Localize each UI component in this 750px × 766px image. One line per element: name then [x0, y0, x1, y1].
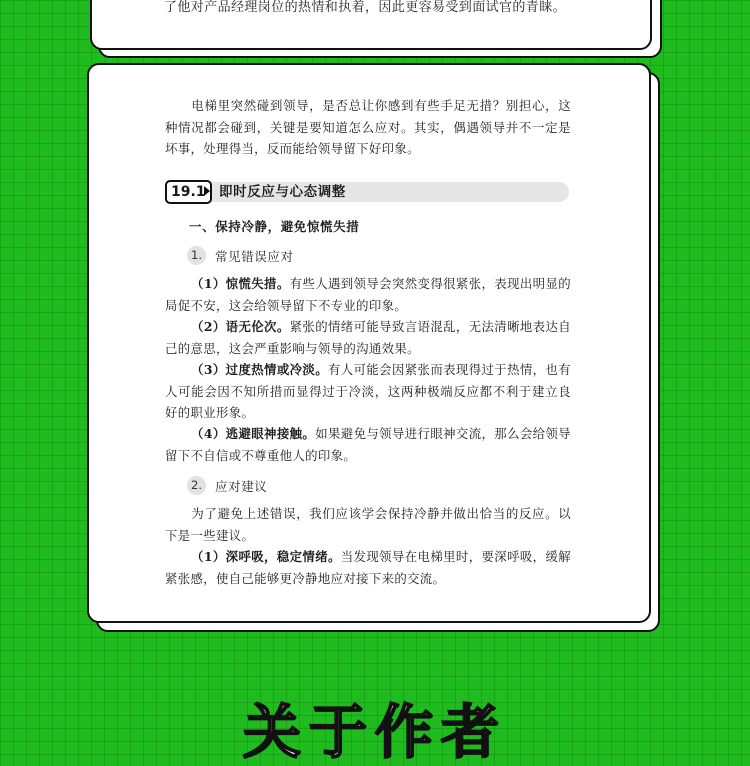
group2-intro-text: 为了避免上述错误，我们应该学会保持冷静并做出恰当的反应。以下是一些建议。	[165, 506, 571, 543]
group2-label: 应对建议	[215, 479, 268, 494]
item-lead: （1）深呼吸，稳定情绪。	[191, 549, 341, 564]
group1-number: 1.	[187, 246, 206, 265]
item-lead: （1）惊慌失措。	[191, 276, 290, 291]
item-text: 紧张的情绪可能导致言语混乱，无法清晰地表达自己的意思，这会严重影响与领导的沟通效果。	[165, 319, 572, 356]
item-text: 如果避免与领导进行眼神交流，那么会给领导留下不自信或不尊重他人的印象。	[165, 426, 572, 463]
group1-item-4	[165, 423, 571, 466]
item-text: 有些人遇到领导会突然变得很紧张，表现出明显的局促不安，这会给领导留下不专业的印象。	[165, 276, 572, 313]
main-book-page	[87, 63, 651, 623]
group1-item-1	[165, 273, 571, 316]
group1-label: 常见错误应对	[215, 249, 294, 264]
subheading: 一、保持冷静，避免惊慌失措	[189, 219, 360, 234]
group2-intro	[165, 503, 571, 546]
group1-item-3	[165, 359, 571, 424]
group2-item-1	[165, 546, 571, 589]
item-lead: （2）语无伦次。	[191, 319, 290, 334]
group2-number: 2.	[187, 476, 206, 495]
section-number: 19.1	[165, 180, 212, 204]
item-text: 有人可能会因紧张而表现得过于热情，也有人可能会因不知所措而显得过于冷淡，这两种极端反应都不利于建立良好的职业形象。	[165, 362, 571, 420]
section-arrow-icon	[204, 186, 210, 196]
intro-text: 电梯里突然碰到领导，是否总让你感到有些手足无措？别担心，这种情况都会碰到，关键是要知道怎么应对。其实，偶遇领导并不一定是坏事，处理得当，反而能给领导留下好印象。	[165, 98, 571, 156]
intro-paragraph	[165, 95, 571, 160]
item-lead: （3）过度热情或冷淡。	[191, 362, 328, 377]
item-text: 当发现领导在电梯里时，要深呼吸，缓解紧张感，使自己能够更冷静地应对接下来的交流。	[165, 549, 571, 586]
top-book-page	[90, 0, 652, 50]
item-lead: （4）逃避眼神接触。	[191, 426, 316, 441]
about-author-heading: 关于作者	[242, 698, 507, 766]
section-title: 即时反应与心态调整	[219, 184, 346, 200]
top-page-text: 了他对产品经理岗位的热情和执着，因此更容易受到面试官的青睐。	[164, 0, 567, 15]
group1-item-2	[165, 316, 571, 359]
